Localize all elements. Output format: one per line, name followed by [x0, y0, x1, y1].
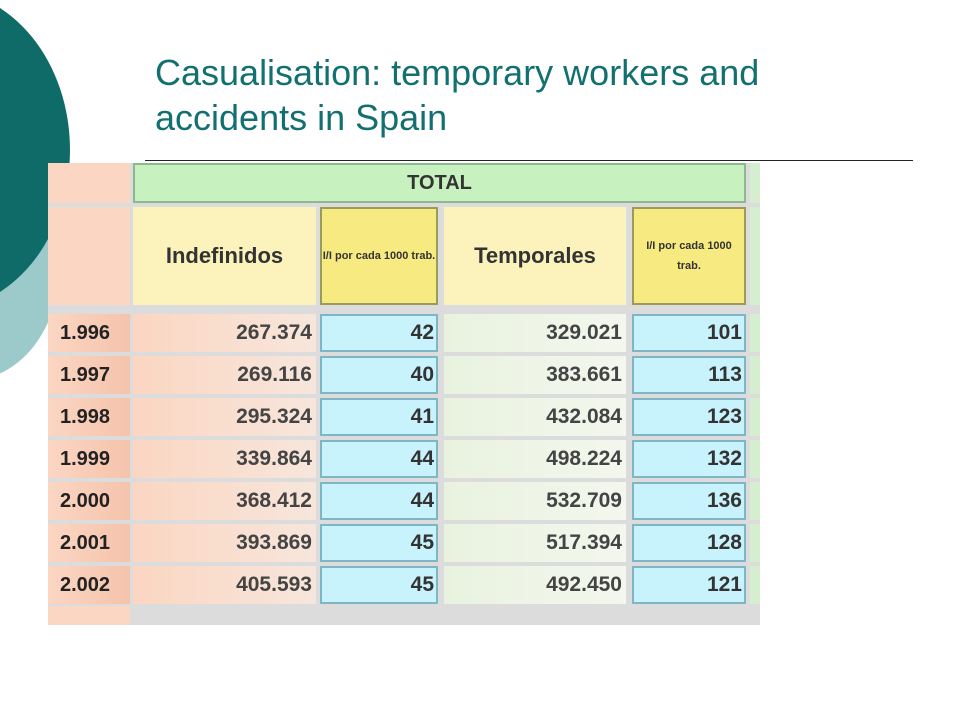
edge-column [750, 482, 760, 520]
rate-indefinidos-cell: 42 [320, 314, 438, 352]
edge-column [750, 314, 760, 352]
temporales-cell: 498.224 [444, 440, 626, 478]
header-rate-indefinidos: I/I por cada 1000 trab. [320, 207, 438, 305]
rate-indefinidos-cell: 45 [320, 566, 438, 604]
rate-indefinidos-cell: 45 [320, 524, 438, 562]
rate-temporales-cell: 132 [632, 440, 746, 478]
edge-column [750, 398, 760, 436]
indefinidos-cell: 269.116 [133, 356, 316, 394]
header-temporales: Temporales [444, 207, 626, 305]
edge-column [750, 524, 760, 562]
temporales-cell: 329.021 [444, 314, 626, 352]
footer-blank [48, 606, 130, 625]
year-cell: 1.998 [48, 398, 130, 436]
year-cell: 2.001 [48, 524, 130, 562]
rate-indefinidos-cell: 41 [320, 398, 438, 436]
rate-indefinidos-cell: 44 [320, 440, 438, 478]
temporales-cell: 532.709 [444, 482, 626, 520]
title-divider [145, 160, 913, 161]
group-header-total: TOTAL [133, 163, 746, 203]
rate-temporales-cell: 123 [632, 398, 746, 436]
edge-column [750, 207, 760, 305]
rate-temporales-cell: 128 [632, 524, 746, 562]
rate-indefinidos-cell: 44 [320, 482, 438, 520]
indefinidos-cell: 267.374 [133, 314, 316, 352]
rate-indefinidos-cell: 40 [320, 356, 438, 394]
corner-blank [48, 163, 130, 203]
edge-column [750, 356, 760, 394]
accident-rate-table [48, 163, 760, 625]
header-indefinidos: Indefinidos [133, 207, 316, 305]
indefinidos-cell: 339.864 [133, 440, 316, 478]
year-cell: 1.999 [48, 440, 130, 478]
indefinidos-cell: 295.324 [133, 398, 316, 436]
temporales-cell: 492.450 [444, 566, 626, 604]
edge-column [750, 440, 760, 478]
temporales-cell: 383.661 [444, 356, 626, 394]
year-cell: 2.000 [48, 482, 130, 520]
rate-temporales-cell: 136 [632, 482, 746, 520]
header-blank [48, 207, 130, 305]
year-cell: 1.997 [48, 356, 130, 394]
rate-temporales-cell: 121 [632, 566, 746, 604]
indefinidos-cell: 368.412 [133, 482, 316, 520]
indefinidos-cell: 405.593 [133, 566, 316, 604]
year-cell: 1.996 [48, 314, 130, 352]
temporales-cell: 432.084 [444, 398, 626, 436]
header-rate-temporales: I/I por cada 1000 trab. [632, 207, 746, 305]
indefinidos-cell: 393.869 [133, 524, 316, 562]
edge-column [750, 163, 760, 203]
edge-column [750, 566, 760, 604]
rate-temporales-cell: 101 [632, 314, 746, 352]
year-cell: 2.002 [48, 566, 130, 604]
slide-title: Casualisation: temporary workers and accidents in Spain [155, 52, 760, 138]
temporales-cell: 517.394 [444, 524, 626, 562]
rate-temporales-cell: 113 [632, 356, 746, 394]
